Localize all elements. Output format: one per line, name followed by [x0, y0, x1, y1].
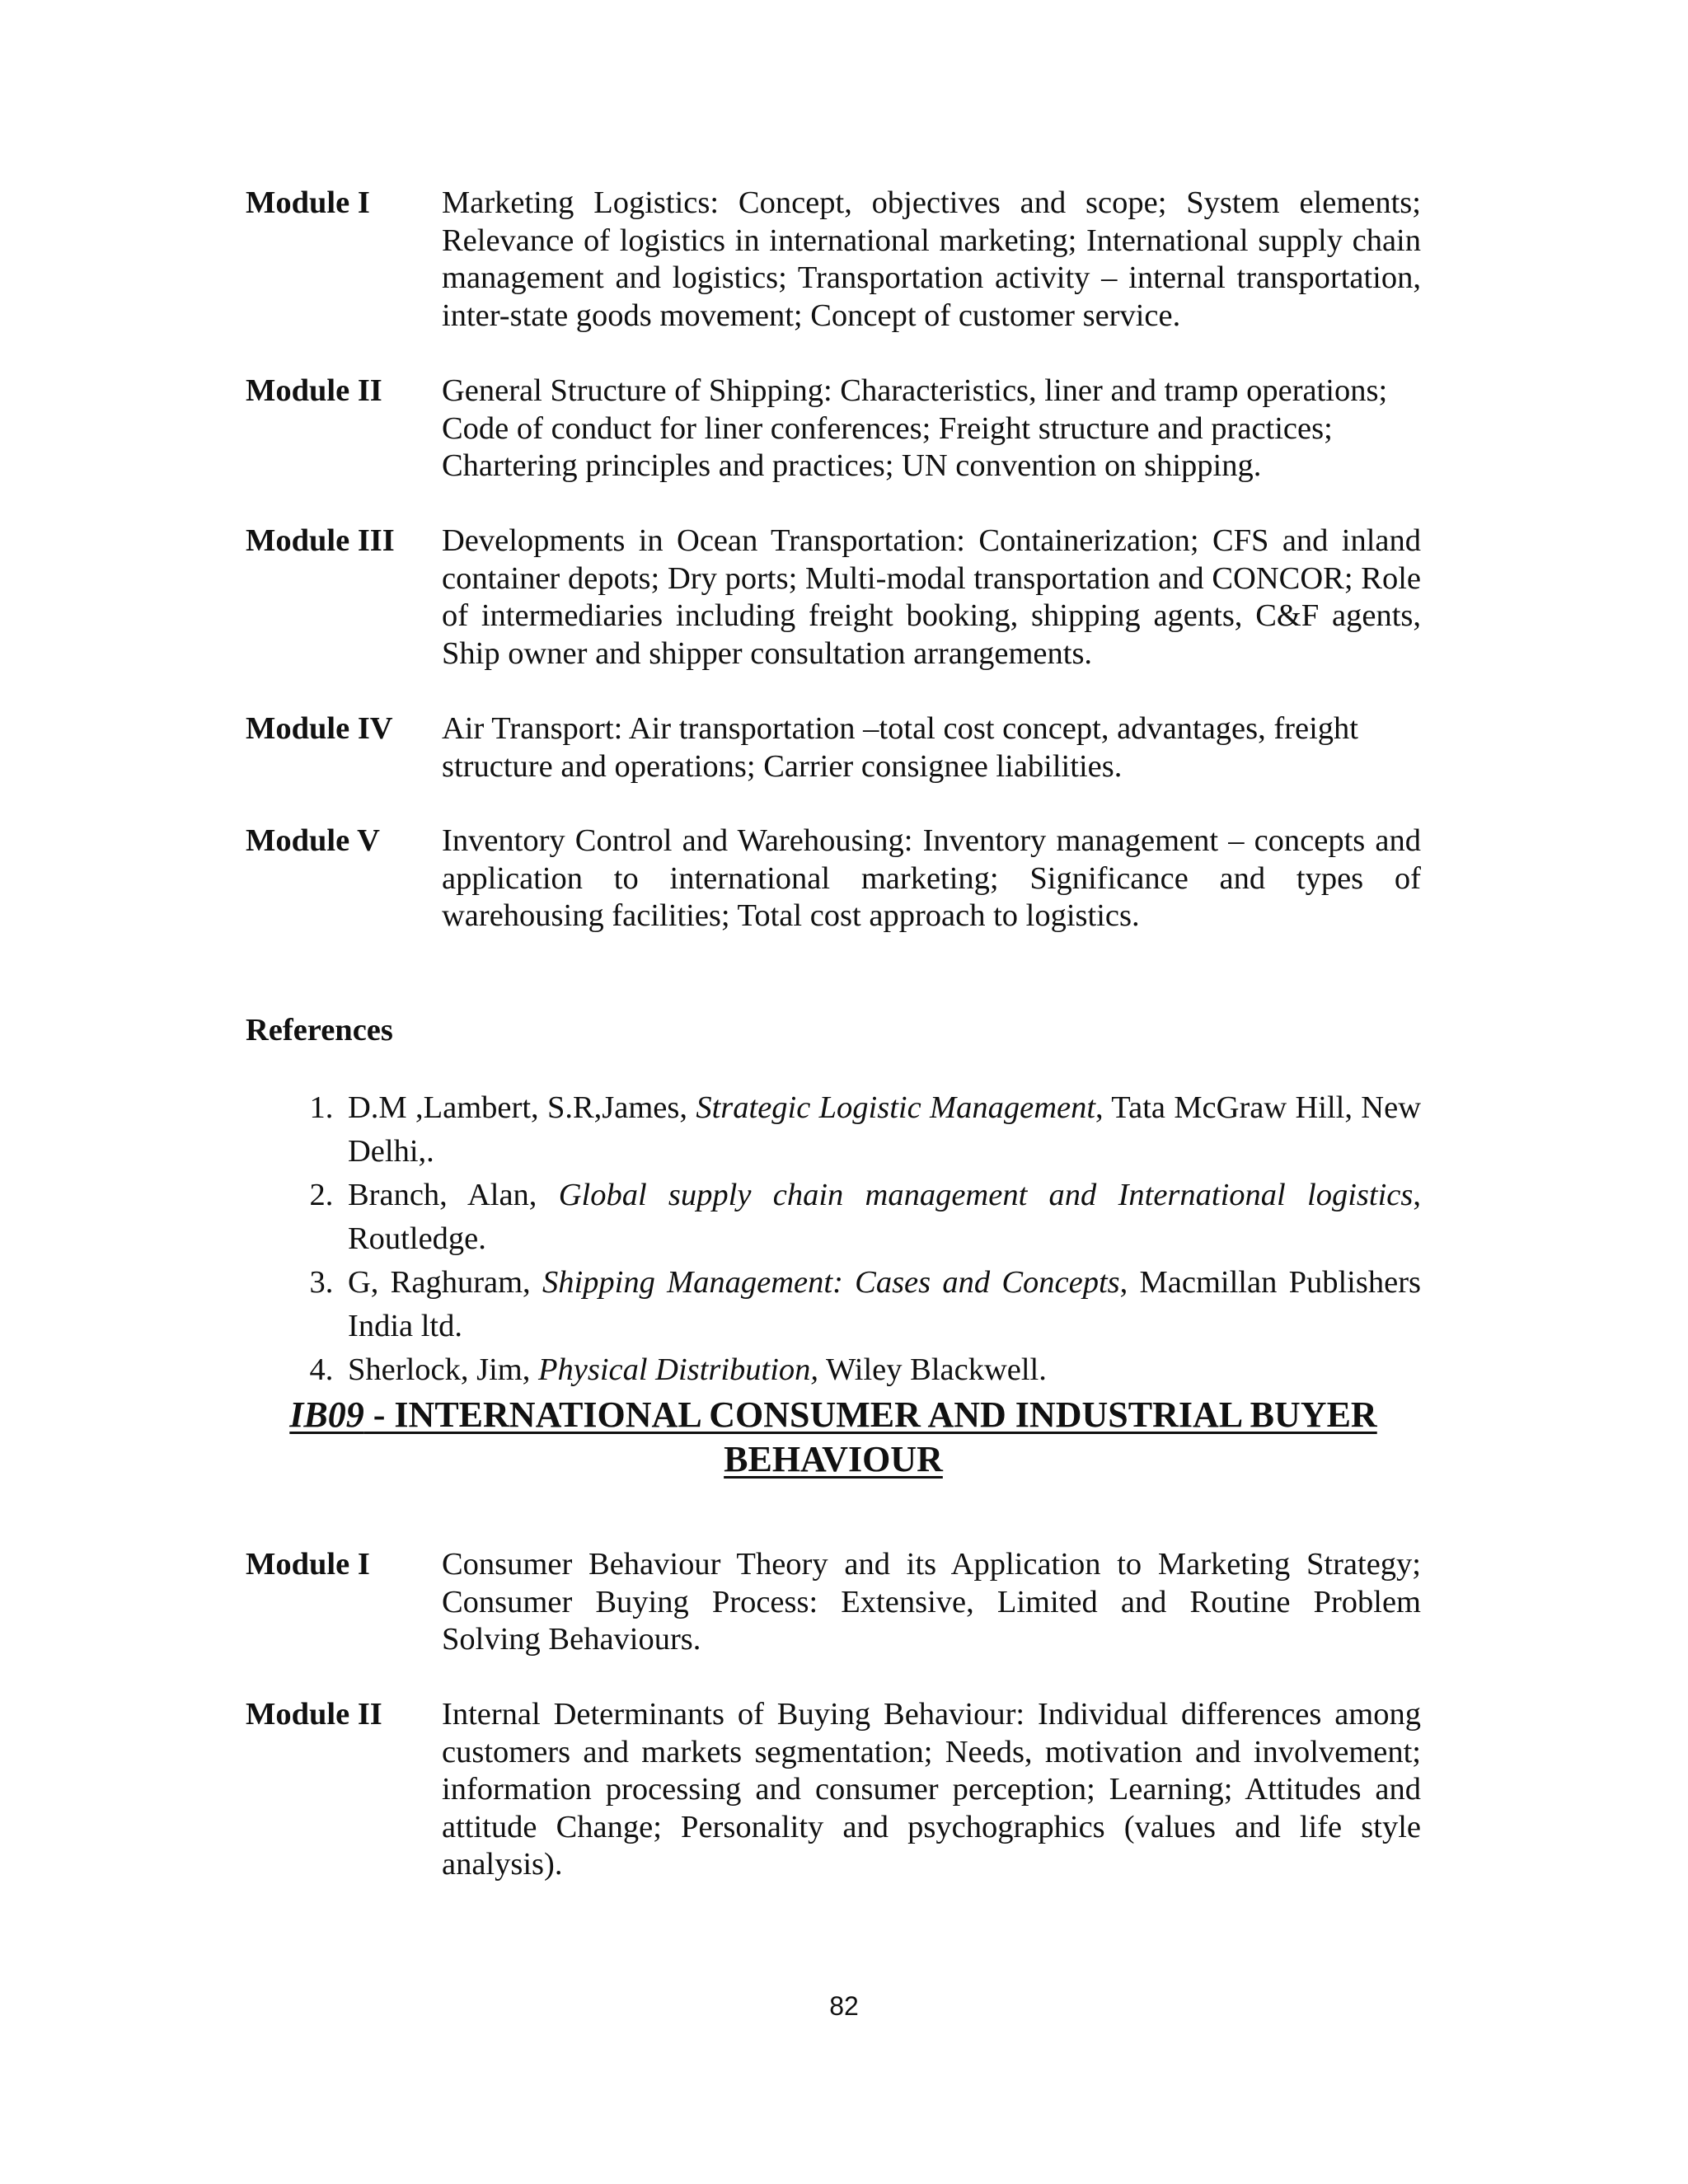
reference-publisher: , Routledge. [348, 1178, 1421, 1256]
module-description: Internal Determinants of Buying Behaviour: Individual differences among customers and markets segmentation; Needs, motivation and involvement; information processing and consumer perception; Learning; Attitudes and attitude Change; Personality and psychographics (values and life style analysis). [442, 1697, 1421, 1882]
module-block [246, 373, 1421, 485]
reference-authors: D.M ,Lambert, S.R,James, [348, 1090, 696, 1125]
section-title-text: - INTERNATIONAL CONSUMER AND INDUSTRIAL BUYER BEHAVIOUR [363, 1394, 1377, 1479]
reference-title: Global supply chain management and International logistics [558, 1178, 1414, 1212]
reference-title: Physical Distribution, [537, 1352, 819, 1387]
reference-item [341, 1086, 1421, 1174]
page-number: 82 [829, 1991, 859, 2021]
module-description: Developments in Ocean Transportation: Containerization; CFS and inland container depots; Dry ports; Multi-modal transportation and CONCOR; Role of intermediaries including freight booking, shipping agents, C&F agents, Ship owner and shipper consultation arrangements. [442, 523, 1421, 671]
module-block [246, 823, 1421, 935]
module-label: Module I [246, 1547, 370, 1582]
module-label: Module IV [246, 711, 393, 746]
reference-publisher: , Macmillan Publishers India ltd. [348, 1265, 1422, 1343]
module-label: Module II [246, 1697, 382, 1732]
module-description: General Structure of Shipping: Characteristics, liner and tramp operations; Code of conduct for liner conferences; Freight structure and practices; Chartering principles and practices; UN convention on shipping. [442, 373, 1388, 483]
references-list [295, 1086, 1421, 1392]
reference-authors: Sherlock, Jim, [348, 1352, 538, 1387]
reference-item [341, 1348, 1421, 1392]
module-description: Air Transport: Air transportation –total cost concept, advantages, freight structure and operations; Carrier consignee liabilities. [442, 711, 1358, 784]
module-label: Module III [246, 523, 395, 558]
reference-item [341, 1174, 1421, 1261]
module-description: Inventory Control and Warehousing: Inventory management – concepts and application to international marketing; Significance and types of warehousing facilities; Total cost approach to logistics. [442, 823, 1421, 933]
module-label: Module V [246, 823, 380, 858]
module-block [246, 1546, 1421, 1659]
module-block [246, 1696, 1421, 1884]
section-title [246, 1393, 1421, 1482]
module-block [246, 523, 1421, 673]
module-description: Consumer Behaviour Theory and its Application to Marketing Strategy; Consumer Buying Process: Extensive, Limited and Routine Problem Solving Behaviours. [442, 1547, 1421, 1657]
reference-title: Strategic Logistic Management [696, 1090, 1096, 1125]
references-heading: References [246, 1013, 393, 1047]
reference-authors: G, Raghuram, [348, 1265, 542, 1300]
reference-item [341, 1261, 1421, 1348]
section-code: IB09 [289, 1394, 364, 1435]
module-label: Module I [246, 185, 370, 220]
module-label: Module II [246, 373, 382, 408]
module-block [246, 185, 1421, 335]
module-block [246, 710, 1421, 785]
reference-publisher: Wiley Blackwell. [818, 1352, 1047, 1387]
module-description: Marketing Logistics: Concept, objectives and scope; System elements; Relevance of logistics in international marketing; International supply chain management and logistics; Transportation activity – internal transportation, inter-state goods movement; Concept of customer service. [442, 185, 1421, 333]
reference-publisher: , Tata McGraw Hill, New Delhi,. [348, 1090, 1421, 1169]
reference-title: Shipping Management: Cases and Concepts [542, 1265, 1120, 1300]
reference-authors: Branch, Alan, [348, 1178, 559, 1212]
